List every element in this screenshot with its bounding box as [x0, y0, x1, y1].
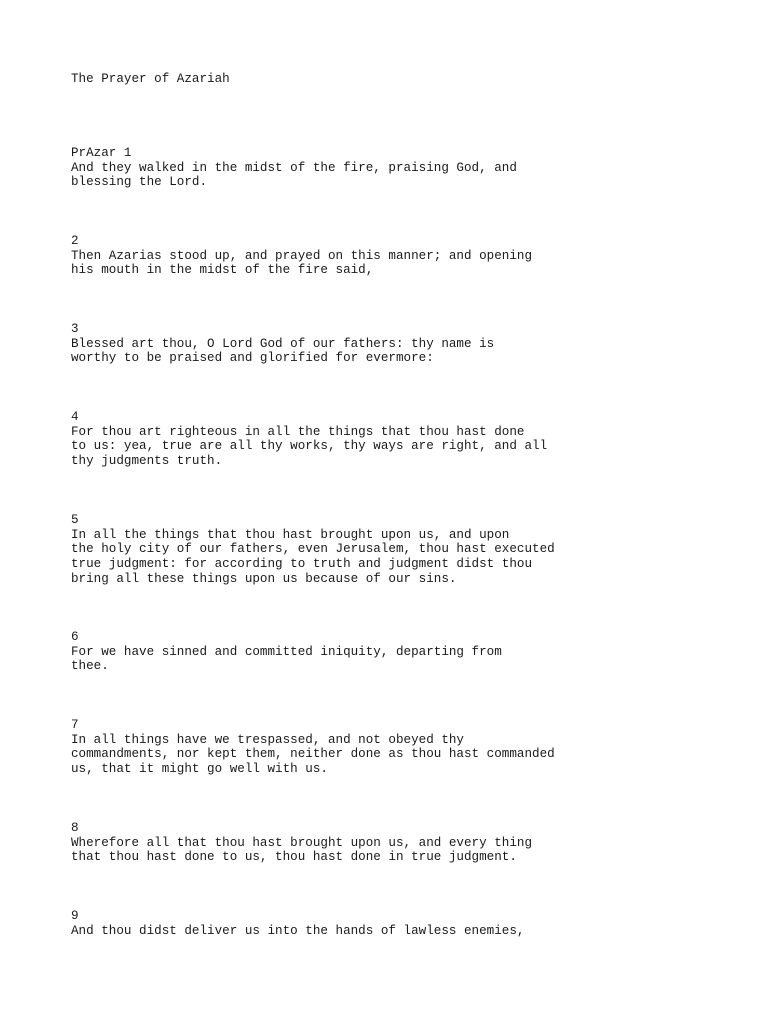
verse-line: blessing the Lord.	[71, 175, 208, 190]
verse-line: bring all these things upon us because of our sins.	[71, 571, 457, 586]
verse-line: thee.	[71, 659, 109, 674]
verse-block	[71, 909, 731, 938]
verse-line: Blessed art thou, O Lord God of our fathers: thy name is	[71, 336, 495, 351]
verse-number: 3	[71, 322, 79, 336]
verse-number: 6	[71, 630, 79, 644]
verse-block	[71, 630, 731, 674]
verse-block	[71, 234, 731, 278]
verse-line: true judgment: for according to truth and judgment didst thou	[71, 557, 533, 572]
verse-block	[71, 322, 731, 366]
verse-number: 8	[71, 821, 79, 835]
verse-number: 2	[71, 234, 79, 248]
verse-line: For thou art righteous in all the things that thou hast done	[71, 424, 525, 439]
verse-line: Wherefore all that thou hast brought upon us, and every thing	[71, 835, 533, 850]
verse-block	[71, 821, 731, 865]
verse-line: that thou hast done to us, thou hast done in true judgment.	[71, 850, 517, 865]
verse-line: In all the things that thou hast brought upon us, and upon	[71, 527, 510, 542]
verse-block	[71, 410, 731, 469]
verse-number: 9	[71, 909, 79, 923]
verse-line: For we have sinned and committed iniquity, departing from	[71, 644, 502, 659]
verse-block	[71, 146, 731, 190]
verse-line: the holy city of our fathers, even Jerusalem, thou hast executed	[71, 542, 555, 557]
verse-line: commandments, nor kept them, neither done as thou hast commanded	[71, 747, 555, 762]
verse-number: 7	[71, 718, 79, 732]
verse-line: to us: yea, true are all thy works, thy ways are right, and all	[71, 439, 548, 454]
verse-line: In all things have we trespassed, and not obeyed thy	[71, 732, 464, 747]
verse-number: 5	[71, 513, 79, 527]
verse-block	[71, 513, 731, 587]
verse-line: worthy to be praised and glorified for evermore:	[71, 351, 434, 366]
verse-line: And thou didst deliver us into the hands of lawless enemies,	[71, 923, 525, 938]
verse-line: And they walked in the midst of the fire, praising God, and	[71, 160, 517, 175]
verse-number: PrAzar 1	[71, 146, 132, 160]
verse-line: his mouth in the midst of the fire said,	[71, 263, 374, 278]
verse-line: thy judgments truth.	[71, 454, 223, 469]
verse-block	[71, 718, 731, 777]
verse-line: us, that it might go well with us.	[71, 762, 328, 777]
document-title: The Prayer of Azariah	[71, 72, 230, 86]
verse-line: Then Azarias stood up, and prayed on this manner; and opening	[71, 248, 533, 263]
verse-number: 4	[71, 410, 79, 424]
